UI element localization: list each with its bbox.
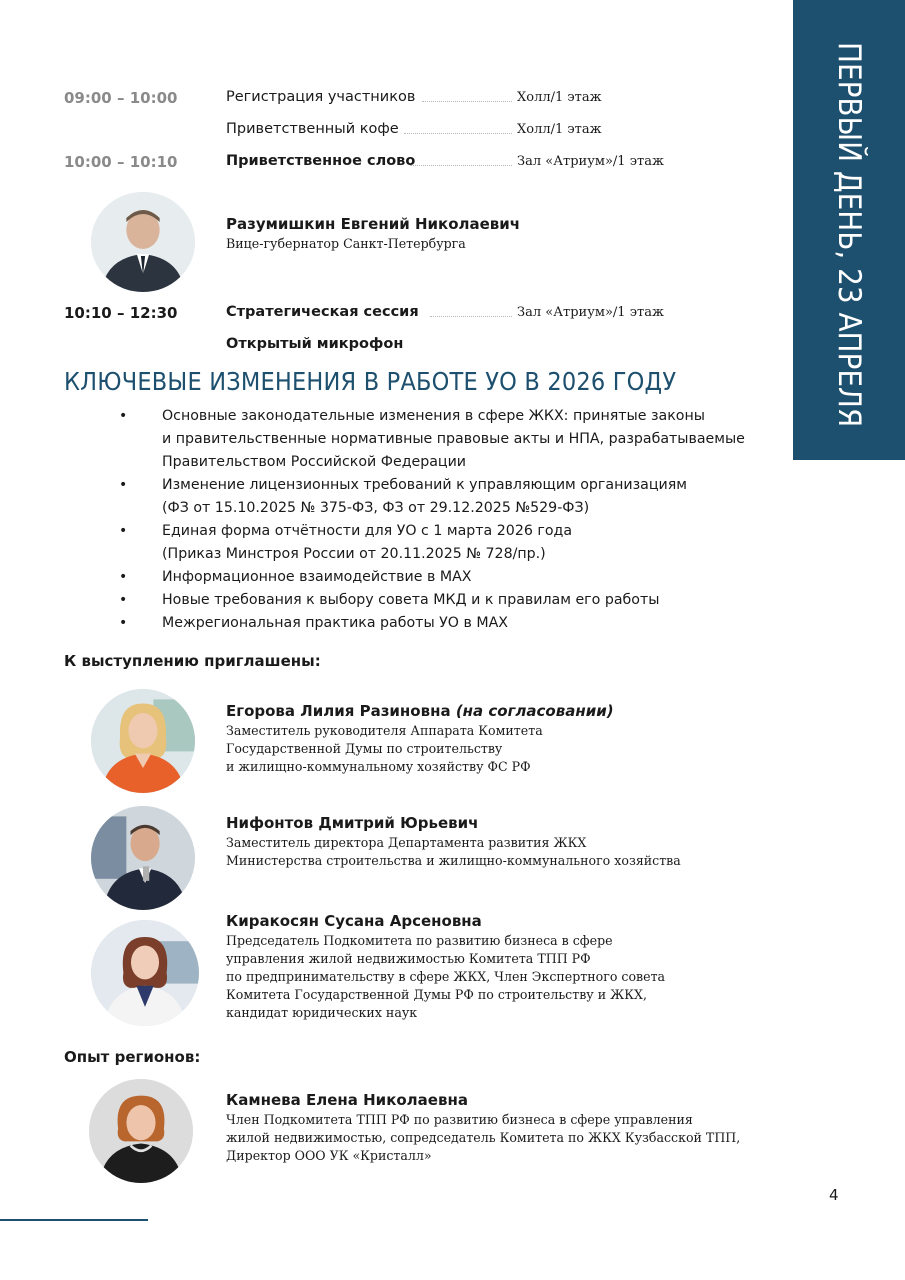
page-number: 4 bbox=[829, 1186, 839, 1204]
schedule-place: Холл/1 этаж bbox=[517, 90, 602, 105]
schedule-event: Приветственный кофе bbox=[226, 121, 399, 137]
speaker-status-note: (на согласовании) bbox=[455, 702, 614, 720]
bullet-icon: • bbox=[119, 615, 128, 631]
schedule-time: 10:00 – 10:10 bbox=[64, 153, 178, 171]
schedule-place: Зал «Атриум»/1 этаж bbox=[517, 154, 664, 169]
speaker-role: Вице-губернатор Санкт-Петербурга bbox=[226, 236, 466, 251]
speaker-role: Председатель Подкомитета по развитию бизнеса в сфере управления жилой недвижимостью Комитета ТПП РФ по предпринимательству в сфере ЖКХ, Член Экспертного совета Комитета Государственной Думы РФ по строительству и ЖКХ, кандидат юридических наук bbox=[226, 933, 666, 1020]
speaker-name: Киракосян Сусана Арсеновна bbox=[226, 912, 482, 930]
speaker-role: Член Подкомитета ТПП РФ по развитию бизнеса в сфере управления жилой недвижимостью, сопредседатель Комитета по ЖКХ Кузбасской ТПП, Директор ООО УК «Кристалл» bbox=[226, 1112, 741, 1163]
topics-list bbox=[0, 405, 780, 635]
schedule-row bbox=[0, 153, 780, 179]
speaker-name: Нифонтов Дмитрий Юрьевич bbox=[226, 814, 479, 832]
schedule-row bbox=[0, 304, 780, 330]
list-item: • Единая форма отчётности для УО с 1 марта 2026 года (Приказ Минстроя России от 20.11.2025 № 728/пр.) bbox=[0, 520, 780, 566]
bullet-icon: • bbox=[119, 477, 128, 493]
bullet-icon: • bbox=[119, 408, 128, 424]
speaker-name: Егорова Лилия Разиновна (на согласовании) bbox=[226, 702, 614, 720]
list-item: • Изменение лицензионных требований к управляющим организациям (ФЗ от 15.10.2025 № 375-ФЗ, ФЗ от 29.12.2025 №529-ФЗ) bbox=[0, 474, 780, 520]
dotted-leader bbox=[410, 165, 512, 166]
bullet-icon: • bbox=[119, 592, 128, 608]
session-event: Стратегическая сессия bbox=[226, 304, 419, 320]
regions-heading: Опыт регионов: bbox=[64, 1048, 201, 1066]
speaker-role: Заместитель директора Департамента развития ЖКХ Министерства строительства и жилищно-коммунального хозяйства bbox=[226, 835, 681, 868]
list-item: • Новые требования к выбору совета МКД и к правилам его работы bbox=[0, 589, 780, 612]
list-item: • Основные законодательные изменения в сфере ЖКХ: принятые законы и правительственные нормативные правовые акты и НПА, разрабатываемые Правительством Российской Федерации bbox=[0, 405, 780, 474]
schedule-event: Регистрация участников bbox=[226, 89, 416, 105]
speaker-photo-egorova bbox=[91, 689, 195, 793]
bullet-icon: • bbox=[119, 569, 128, 585]
schedule-event: Приветственное слово bbox=[226, 153, 416, 169]
schedule-row bbox=[0, 336, 780, 362]
session-sub-event: Открытый микрофон bbox=[226, 336, 404, 352]
speaker-photo-kirakosyan bbox=[91, 920, 199, 1026]
session-place: Зал «Атриум»/1 этаж bbox=[517, 305, 664, 320]
speaker-photo-kamneva bbox=[89, 1079, 193, 1183]
side-banner bbox=[793, 0, 905, 460]
footer-divider bbox=[0, 1219, 148, 1221]
invited-heading: К выступлению приглашены: bbox=[64, 652, 321, 670]
session-time: 10:10 – 12:30 bbox=[64, 304, 178, 322]
schedule-row bbox=[0, 121, 780, 147]
dotted-leader bbox=[422, 101, 512, 102]
list-item: • Информационное взаимодействие в МАХ bbox=[0, 566, 780, 589]
schedule-place: Холл/1 этаж bbox=[517, 122, 602, 137]
dotted-leader bbox=[430, 316, 512, 317]
schedule-row bbox=[0, 89, 780, 115]
speaker-photo-razumishkin bbox=[91, 192, 195, 292]
speaker-name: Камнева Елена Николаевна bbox=[226, 1091, 468, 1109]
section-title: КЛЮЧЕВЫЕ ИЗМЕНЕНИЯ В РАБОТЕ УО В 2026 ГОДУ bbox=[64, 367, 677, 396]
list-item: • Межрегиональная практика работы УО в МАХ bbox=[0, 612, 780, 635]
dotted-leader bbox=[404, 133, 512, 134]
speaker-photo-nifontov bbox=[91, 806, 195, 910]
bullet-icon: • bbox=[119, 523, 128, 539]
speaker-role: Заместитель руководителя Аппарата Комитета Государственной Думы по строительству и жилищно-коммунальному хозяйству ФС РФ bbox=[226, 723, 543, 774]
banner-text: ПЕРВЫЙ ДЕНЬ, 23 АПРЕЛЯ bbox=[831, 42, 867, 428]
speaker-name: Разумишкин Евгений Николаевич bbox=[226, 215, 521, 233]
schedule-time: 09:00 – 10:00 bbox=[64, 89, 178, 107]
